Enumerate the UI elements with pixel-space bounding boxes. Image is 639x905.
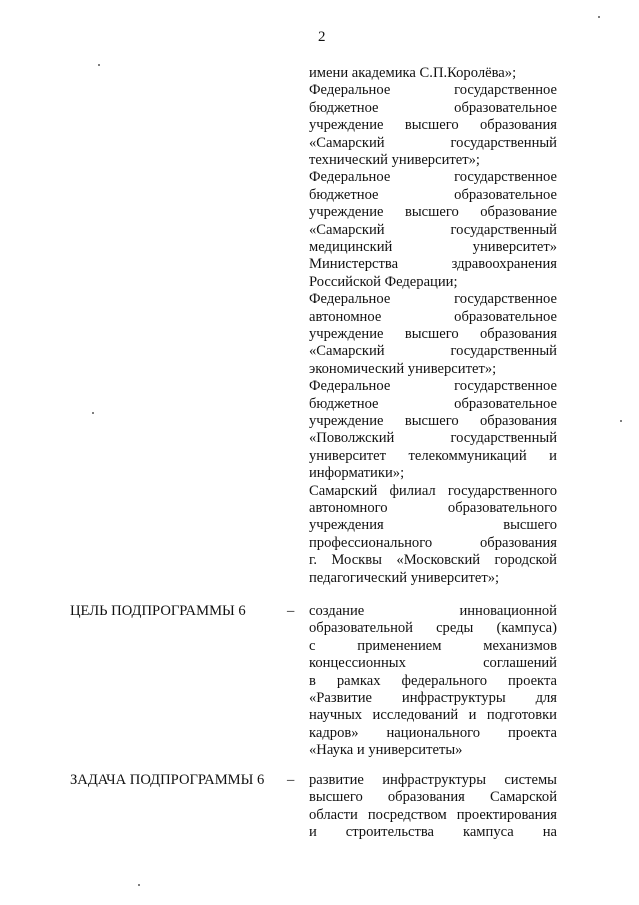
text-line: высшего образования Самарской bbox=[309, 789, 557, 806]
text-line: с применением механизмов bbox=[309, 637, 557, 654]
text-line: Федеральное государственное bbox=[309, 82, 557, 99]
scan-speck bbox=[598, 16, 600, 18]
text-line: научных исследований и подготовки bbox=[309, 707, 557, 724]
text-line: технический университет»; bbox=[309, 152, 480, 168]
scan-speck bbox=[92, 412, 94, 414]
text-line: учреждение высшего образование bbox=[309, 204, 557, 221]
text-line: в рамках федерального проекта bbox=[309, 672, 557, 689]
text-line: бюджетное образовательное bbox=[309, 186, 557, 203]
text-line: «Самарский государственный bbox=[309, 221, 557, 238]
text-line: информатики»; bbox=[309, 465, 405, 482]
text-line: «Самарский государственный bbox=[309, 134, 557, 151]
scan-speck bbox=[98, 64, 100, 66]
text-line: г. Москвы «Московский городской bbox=[309, 552, 557, 569]
scan-speck bbox=[138, 884, 140, 886]
scan-speck bbox=[620, 420, 622, 422]
task-label: ЗАДАЧА ПОДПРОГРАММЫ 6 bbox=[70, 772, 265, 788]
text-line: педагогический университет»; bbox=[309, 569, 500, 586]
text-line: «Наука и университеты» bbox=[309, 742, 463, 759]
text-line: области посредством проектирования bbox=[309, 806, 557, 823]
page-number: 2 bbox=[318, 29, 326, 45]
text-line: «Поволжский государственный bbox=[309, 430, 557, 447]
text-line: профессионального образования bbox=[309, 534, 557, 551]
text-line: учреждение высшего образования bbox=[309, 117, 557, 134]
text-line: университет телекоммуникаций и bbox=[309, 447, 557, 464]
text-line: бюджетное образовательное bbox=[309, 99, 557, 116]
text-line: Федеральное государственное bbox=[309, 169, 557, 186]
text-line: учреждение высшего образования bbox=[309, 326, 557, 342]
text-line: учреждение высшего образования bbox=[309, 413, 557, 429]
text-line: Российской Федерации; bbox=[309, 273, 458, 290]
text-line: медицинский университет» bbox=[309, 239, 557, 255]
text-line: автономное образовательное bbox=[309, 308, 557, 325]
text-line: автономного образовательного bbox=[309, 500, 557, 516]
text-line: Министерства здравоохранения bbox=[309, 256, 557, 273]
text-line: создание инновационной bbox=[309, 603, 557, 619]
text-line: кадров» национального проекта bbox=[309, 724, 557, 741]
text-line: образовательной среды (кампуса) bbox=[309, 620, 557, 637]
text-line: развитие инфраструктуры системы bbox=[309, 772, 557, 788]
text-line: имени академика С.П.Королёва»; bbox=[309, 65, 517, 81]
text-line: учреждения высшего bbox=[309, 517, 557, 534]
text-line: концессионных соглашений bbox=[309, 655, 557, 672]
goal-label: ЦЕЛЬ ПОДПРОГРАММЫ 6 bbox=[70, 603, 246, 619]
text-line: бюджетное образовательное bbox=[309, 395, 557, 412]
text-line: Самарский филиал государственного bbox=[309, 482, 557, 499]
text-line: «Развитие инфраструктуры для bbox=[309, 690, 557, 706]
text-line: Федеральное государственное bbox=[309, 378, 557, 395]
task-dash: – bbox=[287, 772, 295, 788]
text-line: «Самарский государственный bbox=[309, 343, 557, 360]
text-line: Федеральное государственное bbox=[309, 291, 557, 308]
text-line: и строительства кампуса на bbox=[309, 824, 557, 841]
goal-dash: – bbox=[287, 603, 295, 619]
text-line: экономический университет»; bbox=[309, 360, 497, 377]
